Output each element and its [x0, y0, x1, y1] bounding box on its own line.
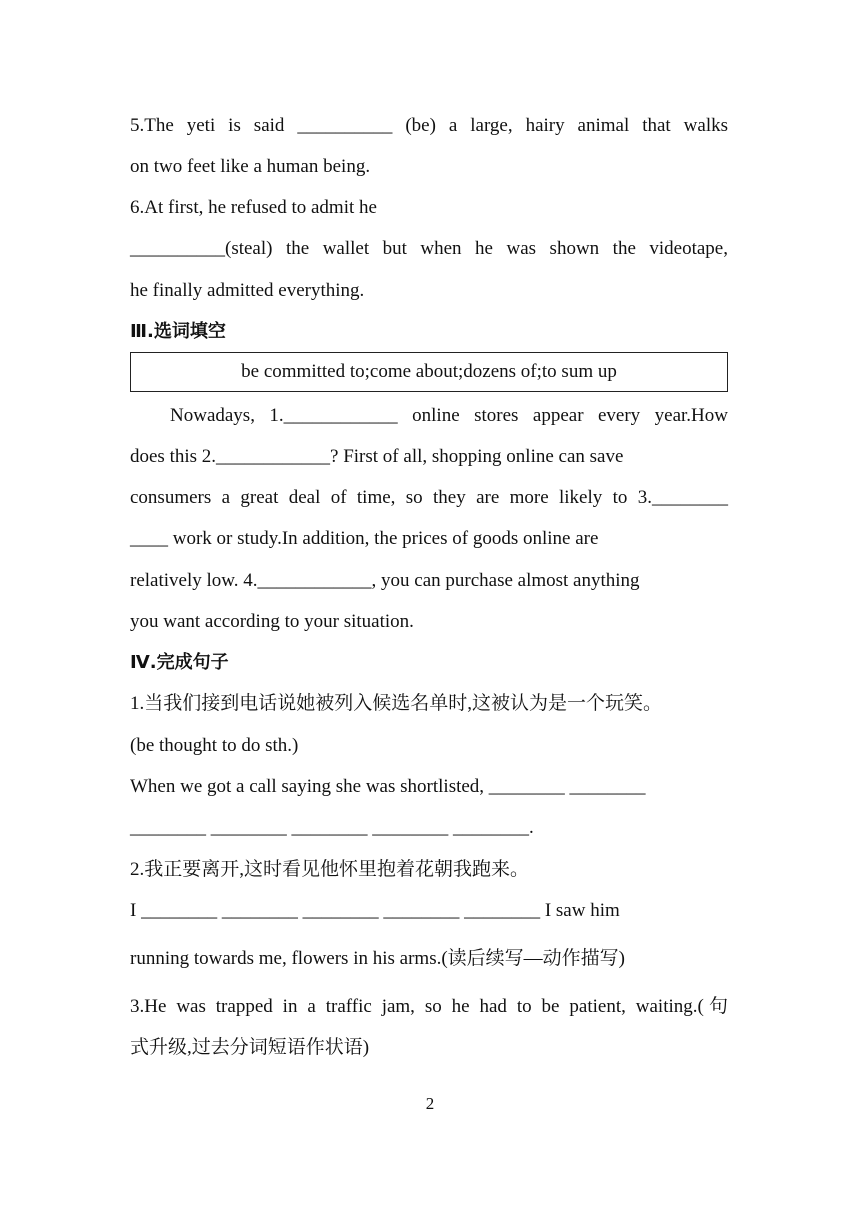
text-line: you want according to your situation. [130, 611, 414, 632]
text-line: consumers a great deal of time, so they are more likely to 3.________ [130, 487, 728, 508]
text-line: 式升级,过去分词短语作状语) [130, 1037, 370, 1058]
word-box-text: be committed to;come about;dozens of;to sum up [241, 361, 617, 382]
word-box [130, 352, 728, 392]
section-heading-4: Ⅳ.完成句子 [130, 652, 229, 673]
text-line: 3.He was trapped in a traffic jam, so he had to be patient, waiting.(句 [130, 996, 728, 1017]
text-line: does this 2.____________? First of all, shopping online can save [130, 446, 624, 467]
page-number: 2 [425, 1094, 435, 1113]
text-line: Nowadays, 1.____________ online stores appear every year.How [170, 405, 728, 426]
text-line: 1.当我们接到电话说她被列入候选名单时,这被认为是一个玩笑。 [130, 693, 663, 714]
text-line: 2.我正要离开,这时看见他怀里抱着花朝我跑来。 [130, 859, 530, 880]
text-line: I ________ ________ ________ ________ ________ I saw him [130, 900, 620, 921]
text-line: __________(steal) the wallet but when he was shown the videotape, [130, 238, 728, 259]
text-line: 6.At first, he refused to admit he [130, 197, 377, 218]
text-line: When we got a call saying she was shortlisted, ________ ________ [130, 776, 646, 797]
text-line: 5.The yeti is said __________ (be) a large, hairy animal that walks [130, 115, 728, 136]
section-heading-3: Ⅲ.选词填空 [130, 321, 226, 342]
text-line: ________ ________ ________ ________ ________. [130, 817, 534, 838]
text-line: on two feet like a human being. [130, 156, 371, 177]
text-line: running towards me, flowers in his arms.(读后续写—动作描写) [130, 948, 625, 969]
text-line: (be thought to do sth.) [130, 735, 299, 756]
text-line: relatively low. 4.____________, you can purchase almost anything [130, 570, 640, 591]
text-line: ____ work or study.In addition, the prices of goods online are [130, 528, 599, 549]
text-line: he finally admitted everything. [130, 280, 365, 301]
